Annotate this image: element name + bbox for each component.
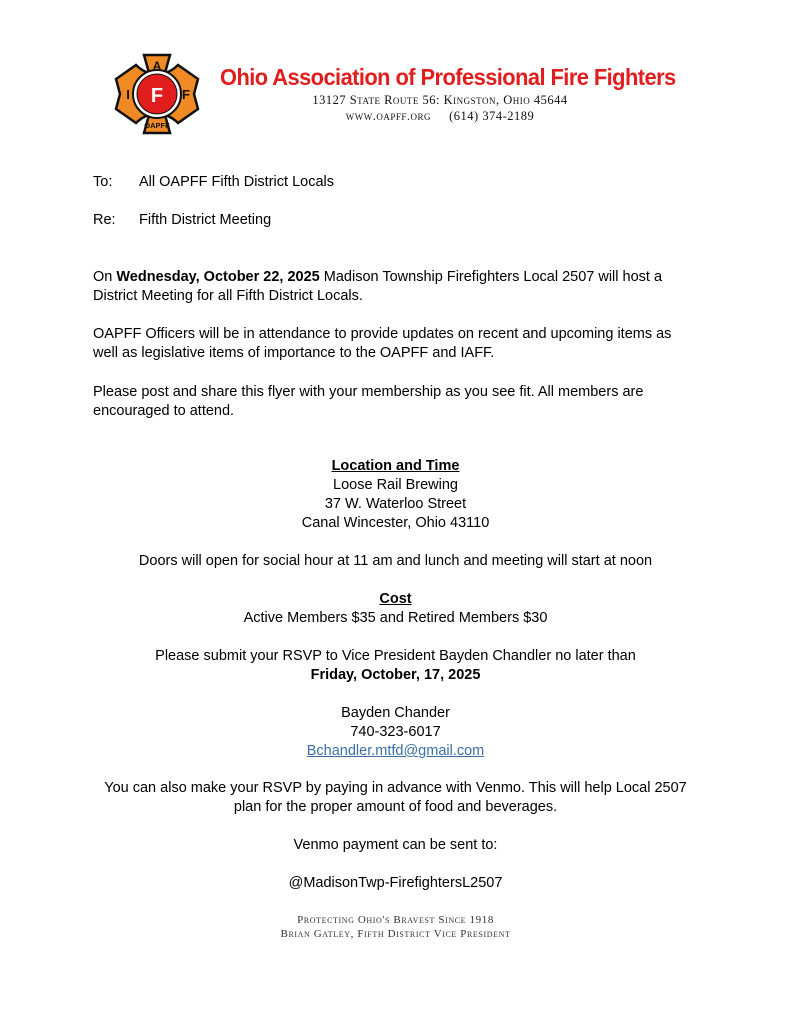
footer-motto: Protecting Ohio's Bravest Since 1918 <box>297 914 494 926</box>
footer-signature: Brian Gatley, Fifth District Vice President <box>280 928 511 940</box>
intro-rest: Madison Township Firefighters Local 2507 will host a <box>319 269 663 285</box>
venue-street: 37 W. Waterloo Street <box>324 496 467 512</box>
share-line1: Please post and share this flyer with your membership as you see fit. All members are <box>93 384 644 400</box>
memo-to-value: All OAPFF Fifth District Locals <box>139 174 334 190</box>
intro-prefix: On <box>93 269 117 285</box>
intro-paragraph <box>93 268 713 306</box>
memo-to-label: To: <box>93 174 113 190</box>
cost-heading: Cost <box>379 591 412 607</box>
logo-letter-left: I <box>126 87 130 102</box>
meeting-date: Wednesday, October 22, 2025 <box>116 269 320 285</box>
share-line2: encouraged to attend. <box>93 403 235 419</box>
location-heading: Location and Time <box>331 458 460 474</box>
venmo-line1: You can also make your RSVP by paying in advance with Venmo. This will help Local 2507 <box>104 780 687 796</box>
venmo-handle: @MadisonTwp-FirefightersL2507 <box>288 875 503 891</box>
rsvp-instruction: Please submit your RSVP to Vice President Bayden Chandler no later than <box>155 648 636 664</box>
org-contact-line <box>220 109 660 124</box>
meeting-timing: Doors will open for social hour at 11 am and lunch and meeting will start at noon <box>138 553 653 569</box>
maltese-cross-icon <box>114 53 200 135</box>
memo-re <box>93 212 271 228</box>
logo-letter-right: F <box>182 87 190 102</box>
org-address: 13127 State Route 56: Kingston, Ohio 45644 <box>312 93 568 107</box>
contact-name: Bayden Chander <box>341 705 450 721</box>
memo-to <box>93 174 334 190</box>
officers-line1: OAPFF Officers will be in attendance to provide updates on recent and upcoming items as <box>93 326 672 342</box>
contact-email-link[interactable]: Bchandler.mtfd@gmail.com <box>306 743 485 759</box>
venue-city: Canal Wincester, Ohio 43110 <box>301 515 490 531</box>
venmo-line2: plan for the proper amount of food and beverages. <box>233 799 558 815</box>
share-paragraph <box>93 383 713 421</box>
intro-line2: District Meeting for all Fifth District Locals. <box>93 288 363 304</box>
logo-letter-center: F <box>150 85 164 107</box>
rsvp-deadline: Friday, October, 17, 2025 <box>310 667 481 683</box>
org-phone: (614) 374-2189 <box>449 109 535 123</box>
officers-line2: well as legislative items of importance to the OAPFF and IAFF. <box>93 345 495 361</box>
logo-letter-top: A <box>152 59 162 73</box>
iaff-logo <box>114 53 200 135</box>
venue-name: Loose Rail Brewing <box>333 477 458 493</box>
contact-phone: 740-323-6017 <box>350 724 441 740</box>
cost-detail: Active Members $35 and Retired Members $30 <box>243 610 548 626</box>
org-website: www.oapff.org <box>345 109 431 123</box>
logo-caption: OAPFF <box>144 121 170 130</box>
officers-paragraph <box>93 325 713 363</box>
venmo-intro: Venmo payment can be sent to: <box>293 837 498 853</box>
memo-re-value: Fifth District Meeting <box>139 212 272 228</box>
memo-re-label: Re: <box>93 212 116 228</box>
org-name: Ohio Association of Professional Fire Fighters <box>220 64 676 90</box>
contact-email-row <box>0 743 791 759</box>
